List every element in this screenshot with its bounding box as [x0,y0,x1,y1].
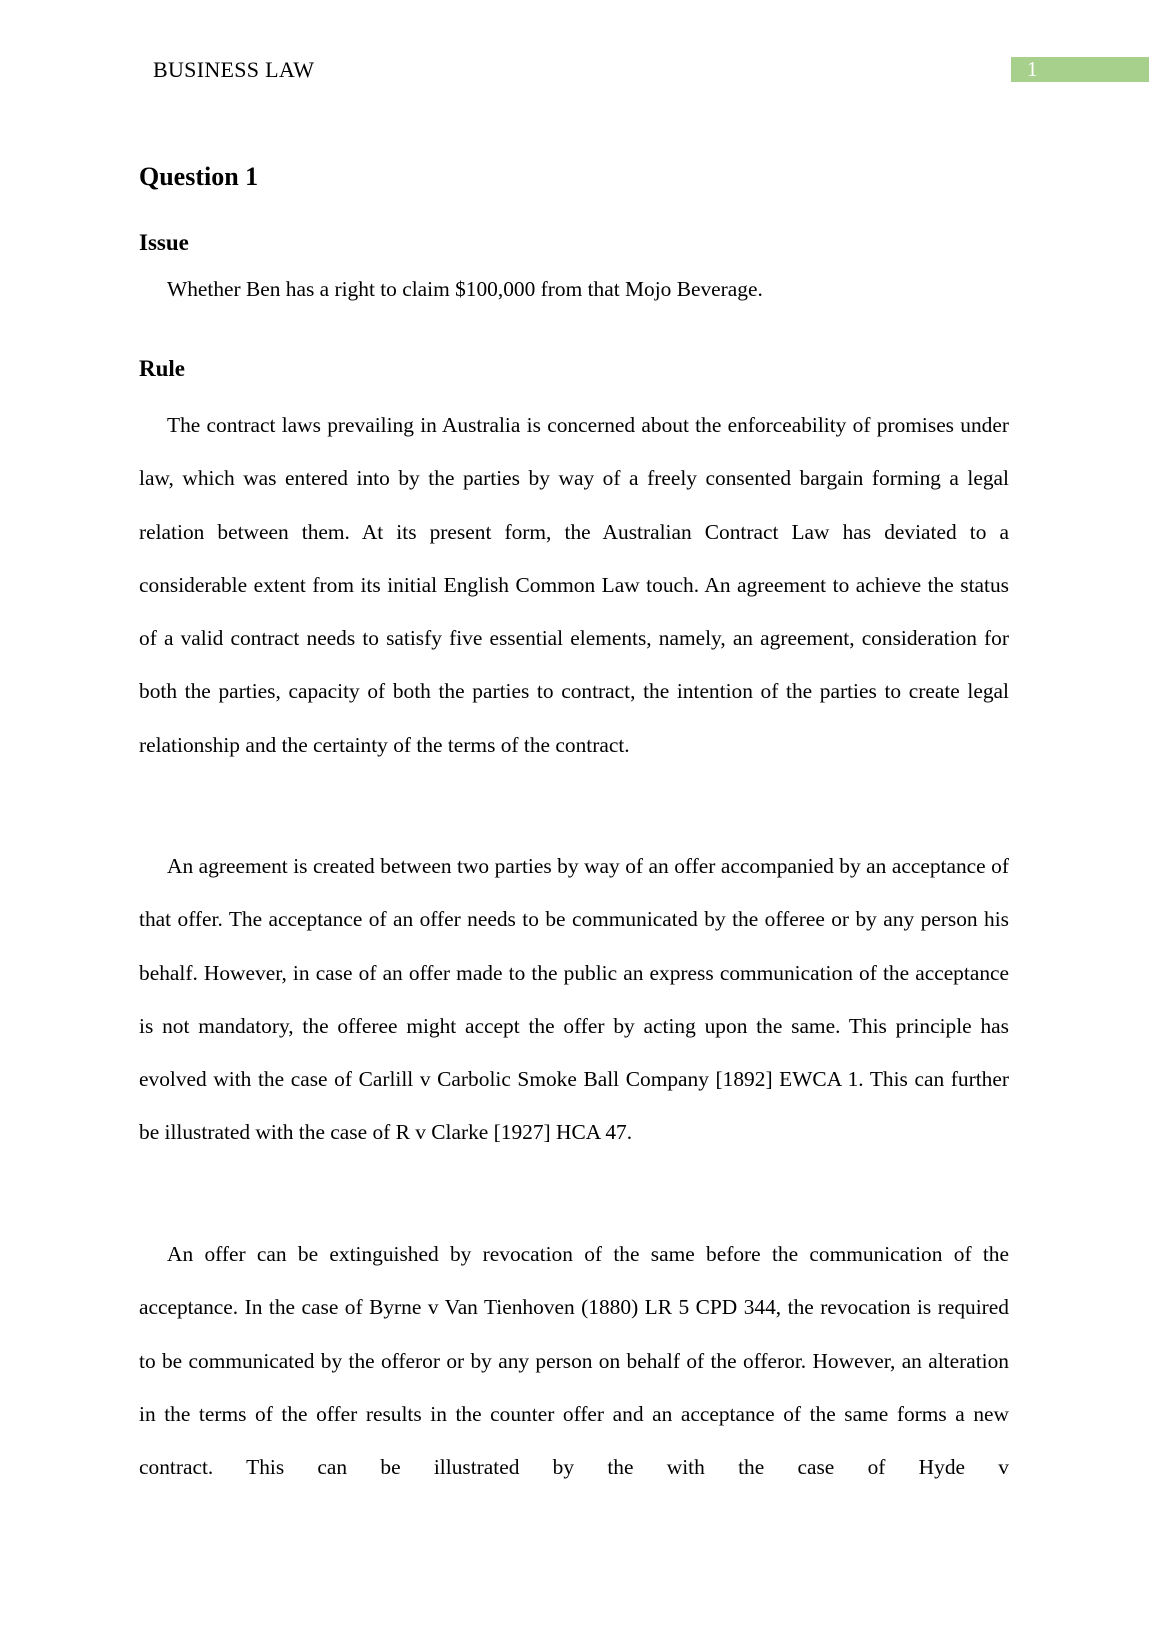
rule-heading: Rule [139,356,185,381]
issue-paragraph: Whether Ben has a right to claim $100,000 from that Mojo Beverage. [167,277,763,301]
page-number: 1 [1027,57,1038,81]
page-number-badge [1011,57,1149,82]
issue-heading: Issue [139,230,189,255]
rule-paragraph-3: An offer can be extinguished by revocation of the same before the communication of the acceptance. In the case of Byrne v Van Tienhoven (1880) LR 5 CPD 344, the revocation is required to be communicated by the offeror or by any person on behalf of the offeror. However, an alteration in the terms of the offer results in the counter offer and an acceptance of the same forms a new contract. This can be illustrated by the with the case of Hyde v [139,1242,1009,1480]
rule-paragraph-1: The contract laws prevailing in Australia is concerned about the enforceability of promises under law, which was entered into by the parties by way of a freely consented bargain forming a legal relation between them. At its present form, the Australian Contract Law has deviated to a considerable extent from its initial English Common Law touch. An agreement to achieve the status of a valid contract needs to satisfy five essential elements, namely, an agreement, consideration for both the parties, capacity of both the parties to contract, the intention of the parties to create legal relationship and the certainty of the terms of the contract. [139,413,1009,757]
rule-paragraph-2: An agreement is created between two parties by way of an offer accompanied by an acceptance of that offer. The acceptance of an offer needs to be communicated by the offeree or by any person his behalf. However, in case of an offer made to the public an express communication of the acceptance is not mandatory, the offeree might accept the offer by acting upon the same. This principle has evolved with the case of Carlill v Carbolic Smoke Ball Company [1892] EWCA 1. This can further be illustrated with the case of R v Clarke [1927] HCA 47. [139,854,1009,1145]
question-heading: Question 1 [139,162,259,191]
running-header-title: BUSINESS LAW [153,57,315,82]
